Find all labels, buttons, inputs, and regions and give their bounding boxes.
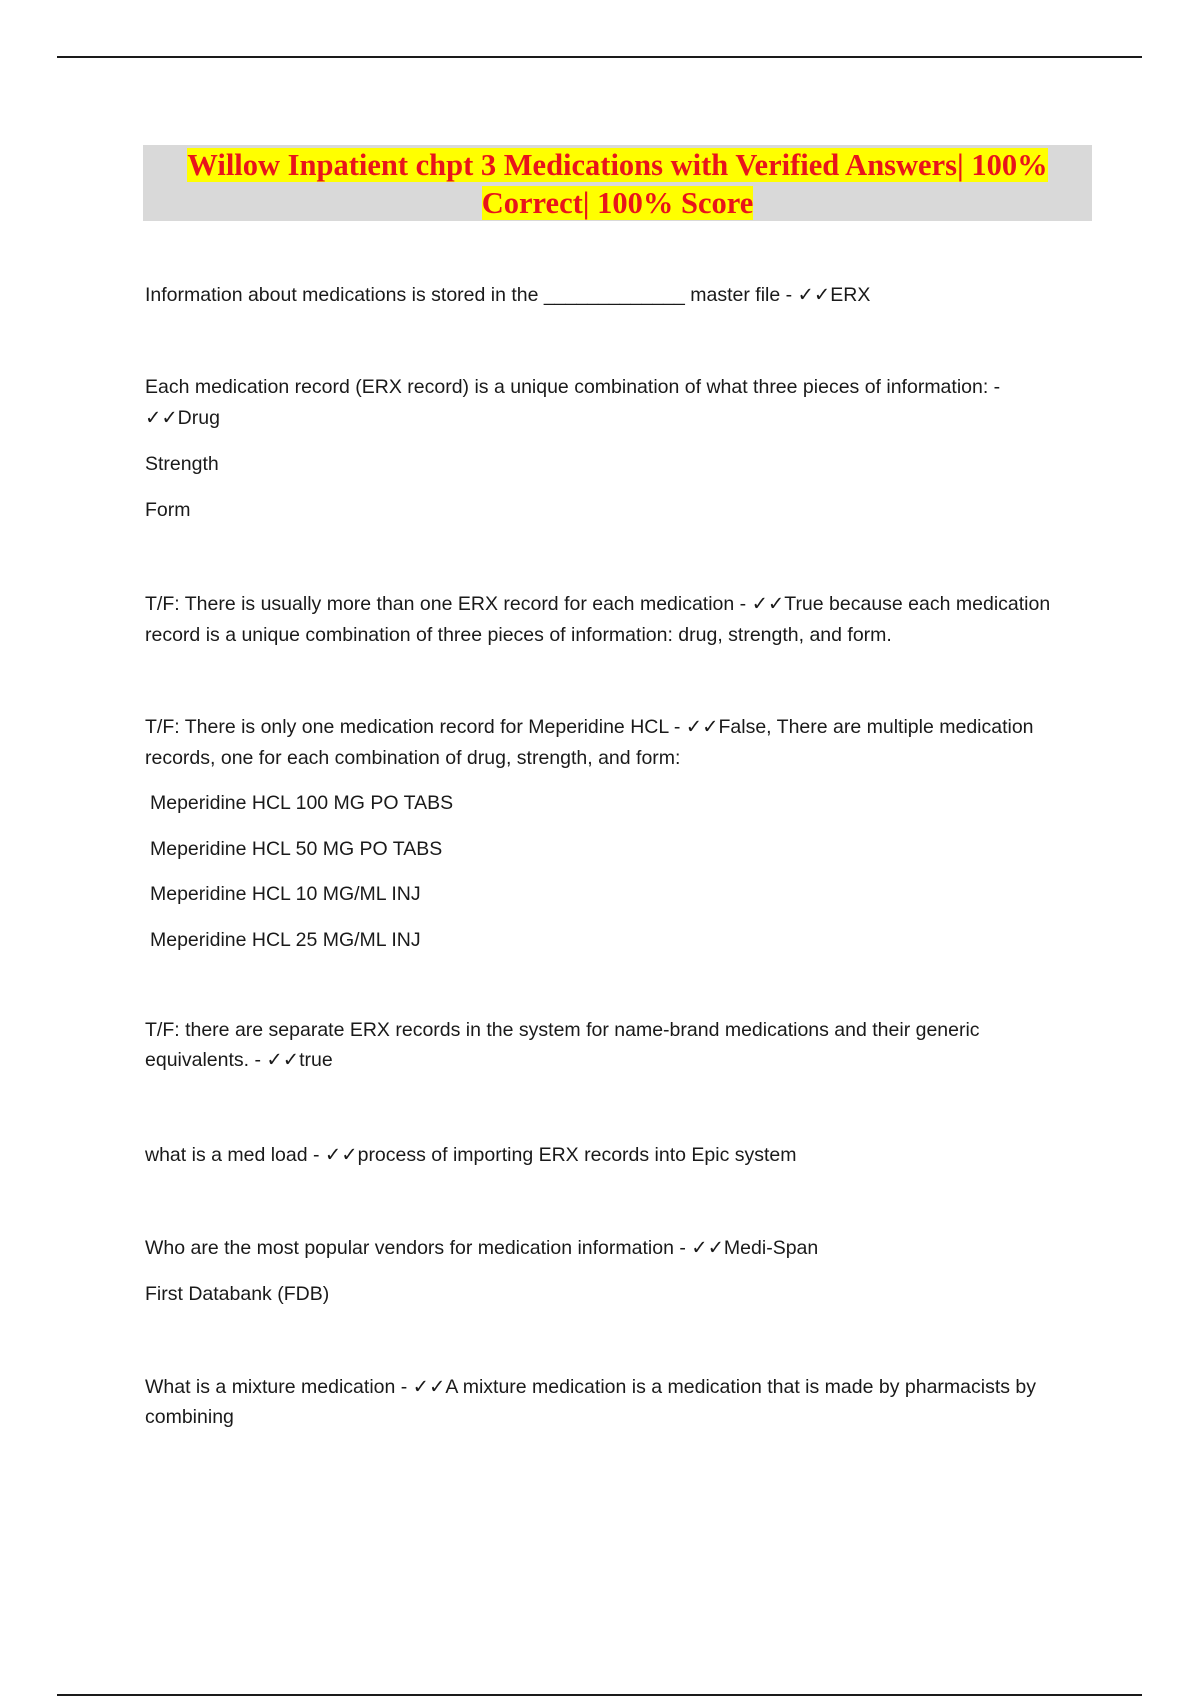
- qa-6-line-1: what is a med load - ✓✓process of importing ERX records into Epic system: [145, 1144, 797, 1166]
- qa-5-line-1: T/F: there are separate ERX records in the system for name-brand medications and their generic: [145, 1019, 980, 1041]
- qa-4-line-5: Meperidine HCL 10 MG/ML INJ: [150, 883, 421, 905]
- qa-4-line-4: Meperidine HCL 50 MG PO TABS: [150, 838, 443, 860]
- qa-4-line-3: Meperidine HCL 100 MG PO TABS: [150, 792, 454, 814]
- qa-7-line-2: First Databank (FDB): [145, 1283, 330, 1305]
- qa-3-line-1: T/F: There is usually more than one ERX record for each medication - ✓✓True because each medication: [145, 593, 1051, 615]
- qa-4-line-2: records, one for each combination of drug, strength, and form:: [145, 747, 681, 769]
- qa-1-line-1: Information about medications is stored in the _____________ master file - ✓✓ERX: [145, 284, 871, 306]
- qa-2-line-2: ✓✓Drug: [145, 407, 220, 429]
- qa-2-line-1: Each medication record (ERX record) is a unique combination of what three pieces of information: -: [145, 376, 1001, 398]
- header-rule: [57, 56, 1142, 58]
- footer-rule: [57, 1694, 1142, 1696]
- title-line-2: Correct| 100% Score: [481, 186, 754, 220]
- qa-4-line-1: T/F: There is only one medication record for Meperidine HCL - ✓✓False, There are multiple medication: [145, 716, 1034, 738]
- qa-8-line-1: What is a mixture medication - ✓✓A mixture medication is a medication that is made by pharmacists by: [145, 1376, 1037, 1398]
- qa-2-line-4: Form: [145, 499, 191, 521]
- qa-4-line-6: Meperidine HCL 25 MG/ML INJ: [150, 929, 421, 951]
- qa-2-line-3: Strength: [145, 453, 219, 475]
- document-title: [143, 145, 1092, 221]
- title-line-1: Willow Inpatient chpt 3 Medications with Verified Answers| 100%: [187, 148, 1048, 182]
- qa-7-line-1: Who are the most popular vendors for medication information - ✓✓Medi-Span: [145, 1237, 819, 1259]
- qa-3-line-2: record is a unique combination of three pieces of information: drug, strength, and form.: [145, 624, 892, 646]
- qa-8-line-2: combining: [145, 1406, 234, 1428]
- qa-5-line-2: equivalents. - ✓✓true: [145, 1049, 333, 1071]
